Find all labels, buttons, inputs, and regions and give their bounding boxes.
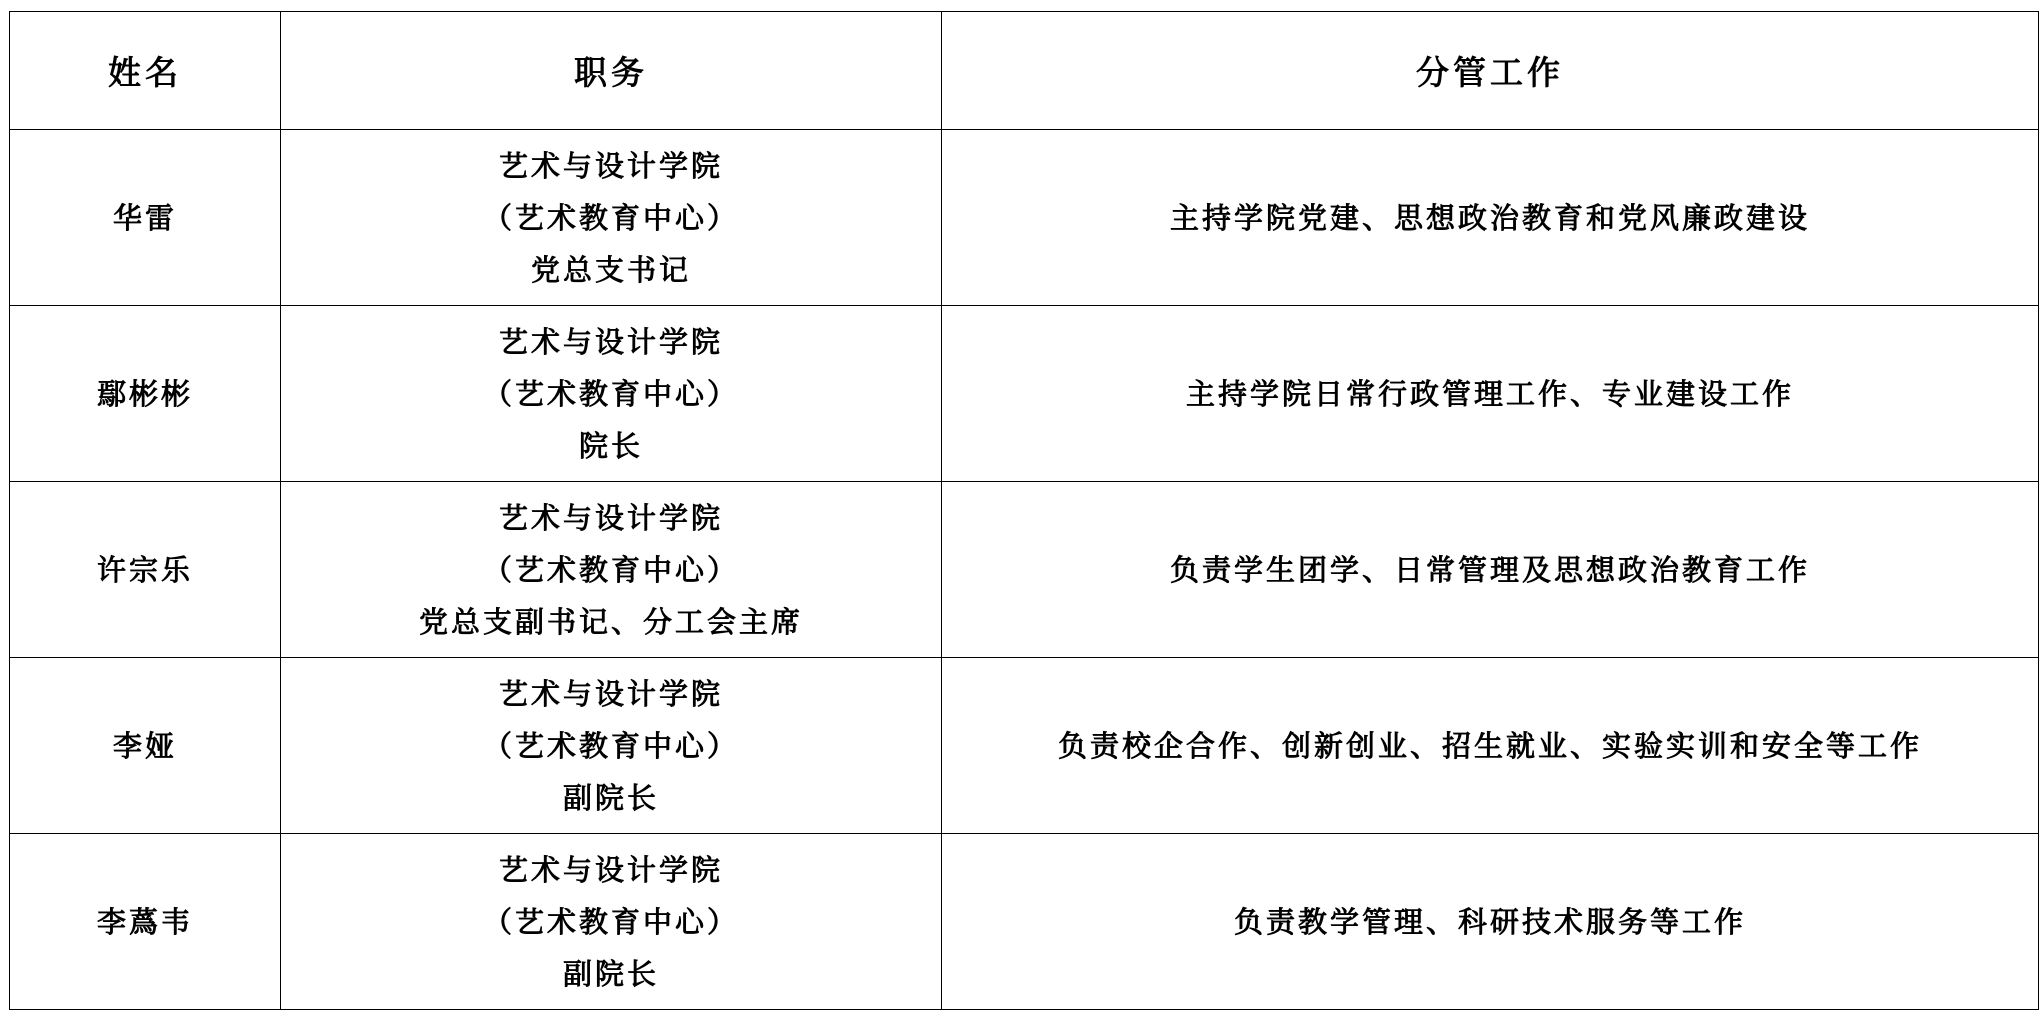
position-line: 党总支副书记、分工会主席 — [418, 604, 803, 639]
position-line: （艺术教育中心） — [482, 376, 739, 411]
cell-position — [281, 834, 942, 1010]
header-position: 职务 — [281, 12, 942, 130]
position-line: 副院长 — [562, 780, 659, 815]
position-line: 副院长 — [562, 956, 659, 991]
table-row — [10, 482, 2039, 658]
table-row — [10, 130, 2039, 306]
cell-position — [281, 306, 942, 482]
position-line: （艺术教育中心） — [482, 552, 739, 587]
header-name: 姓名 — [10, 12, 281, 130]
cell-position — [281, 658, 942, 834]
header-duties: 分管工作 — [942, 12, 2039, 130]
table-row — [10, 306, 2039, 482]
position-line: 艺术与设计学院 — [498, 148, 723, 183]
position-line: 艺术与设计学院 — [498, 500, 723, 535]
cell-name: 李蔿韦 — [10, 834, 281, 1010]
cell-duties: 负责教学管理、科研技术服务等工作 — [942, 834, 2039, 1010]
cell-duties: 负责校企合作、创新创业、招生就业、实验实训和安全等工作 — [942, 658, 2039, 834]
cell-name: 许宗乐 — [10, 482, 281, 658]
table-row — [10, 834, 2039, 1010]
position-line: （艺术教育中心） — [482, 904, 739, 939]
cell-duties: 主持学院日常行政管理工作、专业建设工作 — [942, 306, 2039, 482]
cell-name: 李娅 — [10, 658, 281, 834]
cell-duties: 主持学院党建、思想政治教育和党风廉政建设 — [942, 130, 2039, 306]
leadership-table — [9, 11, 2039, 1010]
cell-name: 鄢彬彬 — [10, 306, 281, 482]
cell-position — [281, 130, 942, 306]
cell-position — [281, 482, 942, 658]
position-line: 艺术与设计学院 — [498, 324, 723, 359]
cell-duties: 负责学生团学、日常管理及思想政治教育工作 — [942, 482, 2039, 658]
table-row — [10, 658, 2039, 834]
position-line: 党总支书记 — [530, 252, 691, 287]
position-line: （艺术教育中心） — [482, 728, 739, 763]
position-line: 艺术与设计学院 — [498, 852, 723, 887]
position-line: 院长 — [578, 428, 643, 463]
position-line: （艺术教育中心） — [482, 200, 739, 235]
position-line: 艺术与设计学院 — [498, 676, 723, 711]
header-row — [10, 12, 2039, 130]
cell-name: 华雷 — [10, 130, 281, 306]
